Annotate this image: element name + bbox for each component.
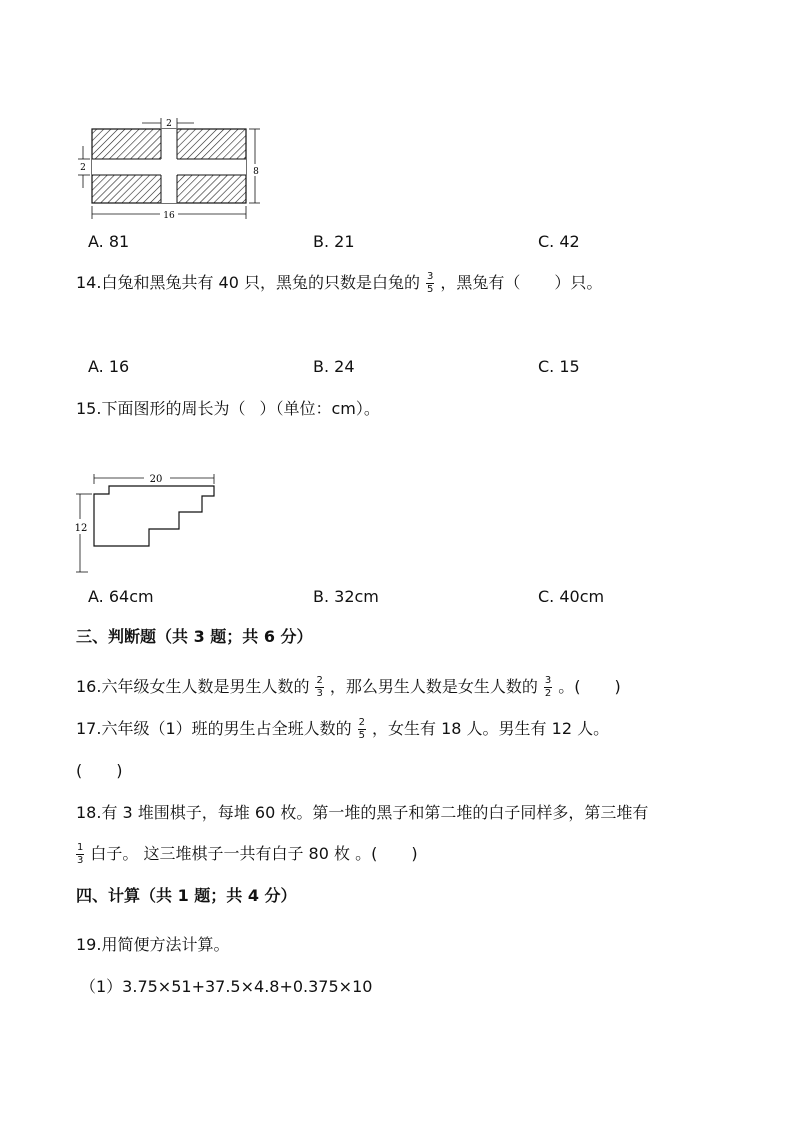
q14-option-c[interactable]: C. 15 xyxy=(538,357,580,376)
q15-option-b[interactable]: B. 32cm xyxy=(313,587,379,606)
q14-option-b[interactable]: B. 24 xyxy=(313,357,355,376)
q18-question-line1: 18.有 3 堆围棋子，每堆 60 枚。第一堆的黑子和第二堆的白子同样多，第三堆有 xyxy=(76,803,649,822)
q15-option-a[interactable]: A. 64cm xyxy=(88,587,154,606)
q17-fraction: $\frac{2}{5}$ xyxy=(358,717,366,741)
q13-dim-bottom: 16 xyxy=(163,211,175,220)
q18-question-line2: $\frac{1}{3}$ 白子。 这三堆棋子一共有白子 80 枚 。( ) xyxy=(77,842,418,866)
q15-dim-top: 20 xyxy=(149,474,163,485)
q15-option-c[interactable]: C. 40cm xyxy=(538,587,605,606)
q14-option-a[interactable]: A. 16 xyxy=(88,357,130,376)
q13-option-b[interactable]: B. 21 xyxy=(313,232,355,251)
q13-cross-horizontal xyxy=(92,159,246,175)
q13-dim-top: 2 xyxy=(166,119,172,129)
section-3-title: 三、判断题（共 3 题；共 6 分） xyxy=(76,627,313,646)
q13-dim-left: 2 xyxy=(80,163,86,173)
section-4-title: 四、计算（共 1 题；共 4 分） xyxy=(76,886,297,905)
q15-dim-left: 12 xyxy=(74,523,88,534)
q19-title: 19.用简便方法计算。 xyxy=(76,935,230,954)
q14-question: 14.白兔和黑兔共有 40 只，黑兔的只数是白兔的 $\frac{3}{5}$ ，黑兔有（ ）只。 xyxy=(76,271,603,295)
q15-staircase-shape xyxy=(94,486,214,546)
q17-question: 17.六年级（1）班的男生占全班人数的 $\frac{2}{5}$ ，女生有 18 人。男生有 12 人。 xyxy=(76,717,610,741)
q13-figure xyxy=(74,116,264,220)
q18-fraction: $\frac{1}{3}$ xyxy=(77,842,84,866)
q15-question: 15.下面图形的周长为（ ）（单位：cm）。 xyxy=(76,399,380,418)
q15-figure xyxy=(74,474,224,576)
q14-fraction: $\frac{3}{5}$ xyxy=(426,271,434,295)
q16-question: 16.六年级女生人数是男生人数的 $\frac{2}{3}$ ，那么男生人数是女生人数的 $\frac{3}{2}$ 。( ) xyxy=(76,675,621,699)
q17-answer-paren: ( ) xyxy=(76,761,123,780)
q16-fraction-2: $\frac{3}{2}$ xyxy=(544,675,552,699)
q16-fraction-1: $\frac{2}{3}$ xyxy=(316,675,323,699)
q13-option-a[interactable]: A. 81 xyxy=(88,232,130,251)
q13-dim-right: 8 xyxy=(253,167,259,177)
q13-option-c[interactable]: C. 42 xyxy=(538,232,580,251)
q19-sub-1: （1）3.75×51+37.5×4.8+0.375×10 xyxy=(80,977,373,996)
